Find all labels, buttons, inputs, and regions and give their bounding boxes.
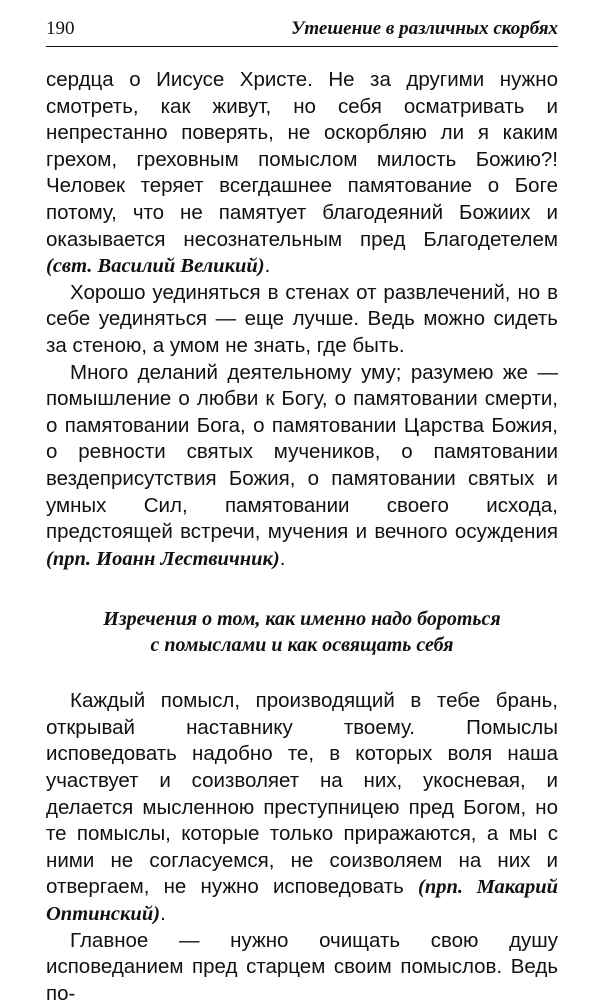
paragraph-2 xyxy=(46,280,558,360)
paragraph-4 xyxy=(46,688,558,927)
paragraph-3 xyxy=(46,360,558,573)
running-title: Утешение в различных скорбях xyxy=(291,18,558,39)
paragraph-3-source: (прп. Иоанн Лествичник) xyxy=(46,547,280,570)
paragraph-4-end: . xyxy=(160,902,166,926)
running-header xyxy=(46,14,558,47)
paragraph-4-text: Каждый помысл, производящий в тебе брань, открывай наставнику твоему. Помыслы исповедовать надобно те, в которых воля наша участвует и соизволяет на них, укосневая, и делается мысленною преступницею пред Богом, но те помыслы, которые только приражаются, а мы с ними не согласуемся, не соизволяем на них и отвергаем, не нужно исповедовать xyxy=(46,689,558,899)
body-text xyxy=(46,67,558,1007)
paragraph-5-text: Главное — нужно очищать свою душу исповеданием пред старцем своим помыслов. Ведь по- xyxy=(46,928,558,1005)
book-page xyxy=(46,14,558,1007)
paragraph-1-end: . xyxy=(264,254,271,278)
paragraph-3-text: Много деланий деятельному уму; разумею же — помышление о любви к Богу, о памятовании смерти, о памятовании Бога, о памятовании Царства Божия, о ревности святых мучеников, о памятовании вездеприсутствия Божия, о памятовании святых и умных Сил, памятовании своего исхода, предстоящей встречи, мучения и вечного осуждения xyxy=(46,360,558,544)
paragraph-1-text: сердца о Иисусе Христе. Не за другими нужно смотреть, как живут, но себя осматривать и непрестанно поверять, не оскорбляю ли я каким грехом, греховным помыслом милость Божию?! Человек теряет всегдашнее памятование о Боге потому, что не памятует благодеяний Божиих и оказывается несознательным пред Благодетелем xyxy=(46,68,558,251)
paragraph-1-source: (свт. Василий Великий) xyxy=(46,255,265,278)
section-heading-line-1: Изречения о том, как именно надо бороться xyxy=(103,608,501,631)
paragraph-3-end: . xyxy=(279,546,286,570)
paragraph-2-text: Хорошо уединяться в стенах от развлечений, но в себе уединяться — еще лучше. Ведь можно сидеть за стеною, а умом не знать, где быть. xyxy=(46,280,558,357)
section-heading xyxy=(46,606,558,658)
paragraph-5 xyxy=(46,928,558,1007)
paragraph-4-source: (прп. Макарий Оптинский) xyxy=(46,876,558,926)
section-heading-line-2: с помыслами и как освящать себя xyxy=(150,634,454,657)
paragraph-1 xyxy=(46,67,558,280)
page-number: 190 xyxy=(46,18,75,39)
